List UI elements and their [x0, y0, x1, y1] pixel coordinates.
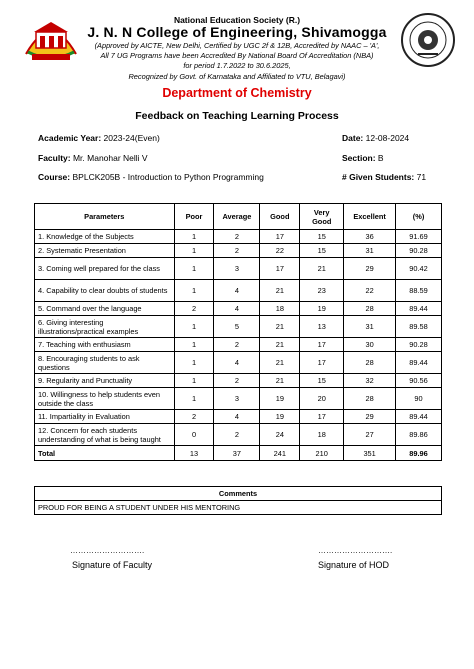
- cell-very-good: 15: [300, 244, 344, 258]
- header-parameters: Parameters: [35, 204, 175, 230]
- cell-percent: 89.58: [396, 316, 442, 338]
- cell-excellent: 28: [344, 388, 396, 410]
- cell-percent: 88.59: [396, 280, 442, 302]
- cell-parameter: 10. Willingness to help students even outside the class: [35, 388, 175, 410]
- cell-average: 2: [214, 244, 260, 258]
- total-good: 241: [260, 446, 300, 461]
- cell-poor: 1: [174, 374, 214, 388]
- section-value: B: [377, 153, 384, 163]
- given-students-value: 71: [416, 172, 427, 182]
- section-label: Section:: [342, 153, 376, 163]
- faculty-signature-label: Signature of Faculty: [72, 560, 153, 570]
- cell-parameter: 1. Knowledge of the Subjects: [35, 230, 175, 244]
- cell-percent: 89.44: [396, 410, 442, 424]
- cell-excellent: 22: [344, 280, 396, 302]
- cell-average: 3: [214, 258, 260, 280]
- hod-signature-label: Signature of HOD: [318, 560, 390, 570]
- cell-parameter: 3. Coming well prepared for the class: [35, 258, 175, 280]
- table-row: [35, 424, 442, 446]
- cell-good: 19: [260, 410, 300, 424]
- cell-average: 5: [214, 316, 260, 338]
- course: [38, 172, 264, 182]
- cell-percent: 90.42: [396, 258, 442, 280]
- cell-excellent: 36: [344, 230, 396, 244]
- given-students-label: # Given Students:: [342, 172, 415, 182]
- cell-parameter: 11. Impartiality in Evaluation: [35, 410, 175, 424]
- header-average: Average: [214, 204, 260, 230]
- cell-good: 19: [260, 388, 300, 410]
- cell-good: 17: [260, 258, 300, 280]
- cell-average: 3: [214, 388, 260, 410]
- cell-excellent: 27: [344, 424, 396, 446]
- cell-very-good: 15: [300, 230, 344, 244]
- cell-percent: 90: [396, 388, 442, 410]
- header-poor: Poor: [174, 204, 214, 230]
- cell-poor: 1: [174, 258, 214, 280]
- cell-parameter: 9. Regularity and Punctuality: [35, 374, 175, 388]
- cell-average: 2: [214, 338, 260, 352]
- cell-poor: 0: [174, 424, 214, 446]
- cell-percent: 89.44: [396, 352, 442, 374]
- header-very-good: Very Good: [300, 204, 344, 230]
- cell-poor: 1: [174, 338, 214, 352]
- cell-very-good: 19: [300, 302, 344, 316]
- total-percent: 89.96: [396, 446, 442, 461]
- cell-very-good: 23: [300, 280, 344, 302]
- cell-average: 4: [214, 410, 260, 424]
- cell-very-good: 17: [300, 352, 344, 374]
- department-title: Department of Chemistry: [162, 86, 312, 100]
- academic-year-value: 2023-24(Even): [103, 133, 160, 143]
- cell-excellent: 32: [344, 374, 396, 388]
- cell-poor: 2: [174, 410, 214, 424]
- cell-excellent: 29: [344, 258, 396, 280]
- cell-poor: 1: [174, 388, 214, 410]
- cell-parameter: 8. Encouraging students to ask questions: [35, 352, 175, 374]
- table-row: [35, 338, 442, 352]
- cell-parameter: 6. Giving interesting illustrations/practical examples: [35, 316, 175, 338]
- society-name: National Education Society (R.): [173, 15, 301, 25]
- cell-average: 2: [214, 424, 260, 446]
- cell-excellent: 29: [344, 410, 396, 424]
- header-percent: (%): [396, 204, 442, 230]
- table-row: [35, 230, 442, 244]
- cell-percent: 91.69: [396, 230, 442, 244]
- cell-excellent: 31: [344, 244, 396, 258]
- faculty: [38, 153, 148, 163]
- cell-good: 18: [260, 302, 300, 316]
- comments-header: Comments: [35, 487, 442, 501]
- course-value: BPLCK205B - Introduction to Python Programming: [72, 172, 264, 182]
- given-students: [342, 172, 426, 182]
- cell-very-good: 15: [300, 374, 344, 388]
- course-label: Course:: [38, 172, 71, 182]
- cell-excellent: 31: [344, 316, 396, 338]
- cell-poor: 1: [174, 230, 214, 244]
- cell-percent: 89.44: [396, 302, 442, 316]
- cell-good: 21: [260, 280, 300, 302]
- cell-excellent: 30: [344, 338, 396, 352]
- table-row: [35, 244, 442, 258]
- cell-average: 4: [214, 352, 260, 374]
- date-label: Date:: [342, 133, 364, 143]
- comments-table: [34, 486, 442, 515]
- accreditation-line-2: All 7 UG Programs have been Accredited By National Board Of Accreditation (NBA): [100, 51, 374, 60]
- document-subtitle: Feedback on Teaching Learning Process: [135, 110, 339, 122]
- total-poor: 13: [174, 446, 214, 461]
- cell-average: 2: [214, 374, 260, 388]
- cell-average: 4: [214, 302, 260, 316]
- total-label: Total: [35, 446, 175, 461]
- cell-good: 24: [260, 424, 300, 446]
- cell-very-good: 17: [300, 410, 344, 424]
- table-row: [35, 374, 442, 388]
- total-average: 37: [214, 446, 260, 461]
- cell-average: 4: [214, 280, 260, 302]
- header-good: Good: [260, 204, 300, 230]
- header-excellent: Excellent: [344, 204, 396, 230]
- academic-year-label: Academic Year:: [38, 133, 102, 143]
- section: [342, 153, 384, 163]
- hod-signature-line: ……………………….: [318, 546, 393, 555]
- cell-very-good: 18: [300, 424, 344, 446]
- cell-parameter: 7. Teaching with enthusiasm: [35, 338, 175, 352]
- date-value: 12-08-2024: [365, 133, 410, 143]
- faculty-value: Mr. Manohar Nelli V: [72, 153, 148, 163]
- cell-very-good: 17: [300, 338, 344, 352]
- cell-parameter: 5. Command over the language: [35, 302, 175, 316]
- table-row: [35, 302, 442, 316]
- cell-good: 22: [260, 244, 300, 258]
- cell-parameter: 4. Capability to clear doubts of students: [35, 280, 175, 302]
- faculty-signature-line: ……………………….: [70, 546, 145, 555]
- accreditation-line-3: for period 1.7.2022 to 30.6.2025,: [183, 61, 291, 70]
- cell-average: 2: [214, 230, 260, 244]
- cell-good: 21: [260, 316, 300, 338]
- faculty-label: Faculty:: [38, 153, 71, 163]
- cell-parameter: 2. Systematic Presentation: [35, 244, 175, 258]
- table-row: [35, 258, 442, 280]
- cell-poor: 1: [174, 280, 214, 302]
- total-very-good: 210: [300, 446, 344, 461]
- cell-percent: 90.28: [396, 338, 442, 352]
- cell-percent: 89.86: [396, 424, 442, 446]
- cell-very-good: 21: [300, 258, 344, 280]
- table-row: [35, 316, 442, 338]
- table-row: [35, 352, 442, 374]
- cell-poor: 2: [174, 302, 214, 316]
- cell-good: 21: [260, 338, 300, 352]
- feedback-table: [34, 203, 442, 461]
- total-excellent: 351: [344, 446, 396, 461]
- cell-excellent: 28: [344, 302, 396, 316]
- cell-excellent: 28: [344, 352, 396, 374]
- college-name: J. N. N College of Engineering, Shivamogga: [87, 24, 387, 40]
- accreditation-line-4: Recognized by Govt. of Karnataka and Affiliated to VTU, Belagavi): [128, 72, 346, 81]
- cell-poor: 1: [174, 316, 214, 338]
- table-row: [35, 280, 442, 302]
- table-row: [35, 410, 442, 424]
- cell-parameter: 12. Concern for each students understanding of what is being taught: [35, 424, 175, 446]
- cell-good: 21: [260, 352, 300, 374]
- table-row: [35, 388, 442, 410]
- date: [342, 133, 409, 143]
- cell-very-good: 13: [300, 316, 344, 338]
- cell-very-good: 20: [300, 388, 344, 410]
- comments-text: PROUD FOR BEING A STUDENT UNDER HIS MENTORING: [35, 501, 442, 515]
- cell-good: 17: [260, 230, 300, 244]
- cell-percent: 90.56: [396, 374, 442, 388]
- academic-year: [38, 133, 160, 143]
- cell-good: 21: [260, 374, 300, 388]
- table-header-row: [35, 204, 442, 230]
- cell-poor: 1: [174, 244, 214, 258]
- cell-poor: 1: [174, 352, 214, 374]
- cell-percent: 90.28: [396, 244, 442, 258]
- accreditation-line-1: (Approved by AICTE, New Delhi, Certified by UGC 2f & 12B, Accredited by NAAC – 'A',: [94, 41, 380, 50]
- total-row: [35, 446, 442, 461]
